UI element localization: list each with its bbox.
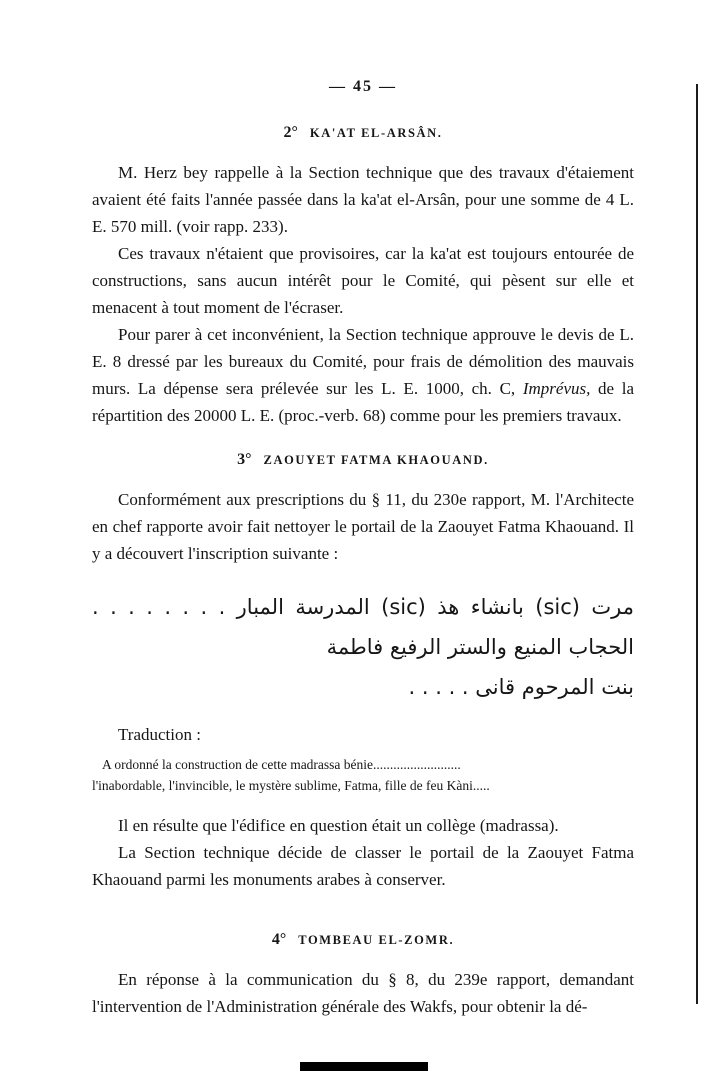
translation-line: l'inabordable, l'invincible, le mystère sublime, Fatma, fille de feu Kàni.....	[92, 778, 490, 793]
scan-edge-line	[696, 84, 698, 1004]
paragraph-provisoires: Ces travaux n'étaient que provisoires, car la ka'at est toujours entourée de constructions, sans aucun intérêt pour le Comité, qui pèsent sur elle et menacent à tout moment de l'écraser.	[92, 244, 634, 317]
page-content	[92, 78, 634, 1020]
heading-ordinal: 4°	[271, 931, 287, 948]
arabic-inscription-line: مرت (sic) بانشاء هذ (sic) المدرسة المبار . . . . . . . . الحجاب المنيع والستر الرفيع فاطمة	[92, 595, 634, 659]
paragraph-etaiement: M. Herz bey rappelle à la Section technique que des travaux d'étaiement avaient été faits l'année passée dans la ka'at el-Arsân, pour une somme de 4 L. E. 570 mill. (voir rapp. 233).	[92, 163, 634, 236]
translation-line: A ordonné la construction de cette madrassa bénie..........................	[102, 757, 461, 772]
arabic-inscription	[92, 587, 634, 707]
heading-ordinal: 2°	[283, 124, 298, 141]
paragraph-text: de la répartition des 20000 L. E. (proc.-verb. 68) comme pour les premiers travaux.	[92, 379, 634, 425]
section-heading-kaat-el-arsan	[92, 120, 634, 143]
scan-artifact-bar	[300, 1062, 428, 1071]
heading-title: TOMBEAU EL-ZOMR.	[298, 933, 455, 947]
paragraph-wakfs: En réponse à la communication du § 8, du 239e rapport, demandant l'intervention de l'Administration générale des Wakfs, pour obtenir la dé-	[92, 970, 634, 1016]
paragraph-madrassa: Il en résulte que l'édifice en question était un collège (madrassa).	[118, 816, 559, 835]
paragraph-portail: Conformément aux prescriptions du § 11, du 230e rapport, M. l'Architecte en chef rapporte avoir fait nettoyer le portail de la Zaouyet Fatma Khaouand. Il y a découvert l'inscription suivante :	[92, 490, 634, 563]
italic-term-imprevus: Imprévus,	[522, 379, 591, 398]
paragraph-devis	[92, 321, 634, 429]
paragraph-classement: La Section technique décide de classer le portail de la Zaouyet Fatma Khaouand parmi les monuments arabes à conserver.	[92, 843, 634, 889]
section-heading-tombeau-el-zomr	[92, 927, 634, 950]
paragraph-text: Pour parer à cet inconvénient, la Section technique approuve le devis de L. E. 8 dressé par les bureaux du Comité, pour frais de démolition des mauvais murs. La dépense sera prélevée sur les L. E. 1000, ch. C,	[92, 325, 634, 398]
heading-ordinal: 3°	[237, 451, 252, 468]
heading-title: ZAOUYET FATMA KHAOUAND.	[263, 453, 489, 467]
page-number: — 45 —	[329, 78, 397, 95]
section-heading-zaouyet-fatma	[92, 447, 634, 470]
traduction-label: Traduction :	[118, 725, 201, 744]
heading-title: KA'AT EL-ARSÂN.	[309, 126, 443, 140]
translation-block	[92, 754, 634, 796]
arabic-inscription-line: بنت المرحوم قانى . . . . .	[408, 675, 634, 699]
